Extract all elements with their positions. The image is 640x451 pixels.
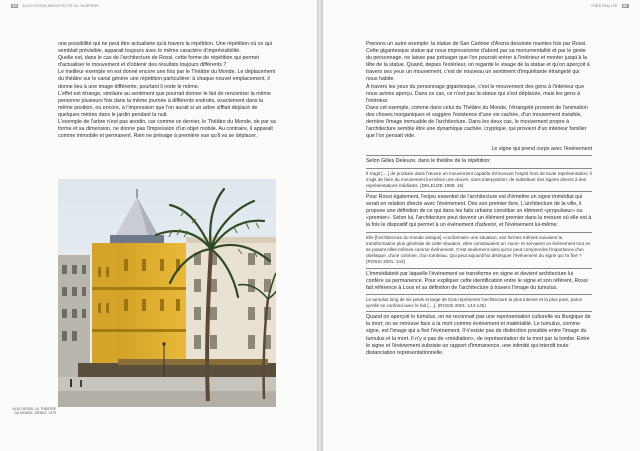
right-running-header <box>591 4 632 8</box>
right-paragraph: Dans cet exemple, comme dans celui du Théâtre du Monde, l'étrangeté provient de l'animation des choses inorganiques et suggère l'existence d'une vie cachée, d'un mouvement invisible, derrière l'image immuable de l'architecture. Dans les deux cas, le mouvement propre à l'architecture semble être une dynamique cachée, cryptique, qui provient d'un intérieur familier que l'on pensait vide. <box>366 104 588 140</box>
block-quote: Elle [l'architecture du monde antique] «conformait» une situation; ses formes mêmes suivaient la transformation plus générale de cette situation, elles constituaient un «tout» et servaient un événement tout en se posant elles-mêmes comme événement. C'est seulement ainsi qu'on peut comprendre l'importance d'un obélisque, d'une colonne, d'un tombeau. Qui peut aujourd'hui distinguer l'événement du signe qui l'a fixé ? (ROSSI 2001: 144) <box>366 234 591 265</box>
section-divider <box>366 155 592 156</box>
quote-divider <box>366 268 592 269</box>
left-paragraph: L'exemple de l'arbre n'est pas anodin, car comme ce dernier, le Théâtre du Monde, de par sa forme et sa dimension, ne donne pas l'impression d'un objet mobile. Au contraire, il apparait comme immobile et permanent. Rien ne présage à première vue qu'il va se déplacer. <box>58 119 276 140</box>
quote-divider <box>366 191 592 192</box>
right-paragraph: Pour Rossi également, l'enjeu essentiel de l'architecture est d'émettre un signe immédiat qui serait en relation directe avec l'événement. Dès son premier livre, L'architecture de la ville, il propose une définition de ce qui dans les faits urbains constitue un élément «propulseur» ou «premier». Selon lui, l'architecture peut devenir un élément premier dans la mesure où elle est à la fois le dispositif qui permet à un événement d'advenir, et l'événement lui-même: <box>366 194 592 229</box>
right-paragraph: Quand on aperçoit le tumulus, on ne reconnait pas une représentation culturelle ou liturgique de la mort; on se retrouve face à la mort comme événement et matérialité. Le tumulus, comme signe, est l'image qui a fixé l'événement. Il n'existe pas de distinction possible entre l'image du tumulus et la mort. Il n'y a pas de «médiation», de représentation de la mort par la tombe. Entre le signe et l'événement subsiste un rapport d'immanence, une intimité qui interdit toute distanciation représentationnelle. <box>366 314 591 356</box>
right-running-head-text: THÉÂTRALITÉ <box>590 4 618 8</box>
intro-line: Selon Gilles Deleuze, dans le théâtre de la répétition: <box>366 158 491 165</box>
left-running-header <box>8 4 99 8</box>
section-title: Le signe qui prend corps avec l'événement <box>491 146 592 153</box>
right-page <box>323 0 640 451</box>
left-body-text <box>58 41 276 140</box>
quote-divider <box>366 232 592 233</box>
left-paragraph: L'effet est étrange, similaire au sentiment que pourrait donner le fait de rencontrer la même personne plusieurs fois dans la même journée à différents endroits, exactement dans la même position, ou encore, à l'impression que l'on aurait si un arbre sifflait déplacé de quelques mètres dans le jardin pendant la nuit. <box>58 90 271 118</box>
left-page <box>0 0 317 451</box>
theatre-du-monde-photo <box>58 179 276 407</box>
left-paragraph: Quelle est, dans le cas de l'architecture de Rossi, cette forme de répétition qui permet d'actualiser le mouvement et d'obtenir des résultats toujours différents ? <box>58 55 259 69</box>
right-paragraph: À travers les yeux du personnage gigantesque, c'est le mouvement des gens à l'intérieur que nous avions aperçu. Dans ce cas, ce n'est pas la statue qui s'est déplacée, mais les gens à l'intérieur. <box>366 83 585 104</box>
right-paragraph: L'immédiateté par laquelle l'événement se transforme en signe et devient architecture lui confère sa permanence. Pour expliquer cette identification entre le signe et son référent, Rossi fait référence à Loos et sa définition de l'architecture à travers l'image du tumulus. <box>366 270 588 291</box>
right-paragraph: Prenons un autre exemple: la statue de San Carlone d'Arona dessinée maintes fois par Rossi. Cette gigantesque statue qui nous impressionne d'abord par sa monumentalité et par le geste du personnage, ne laisse pas présager que l'on pourrait entrer à l'intérieur et monter jusqu'à la tête de la statue. Quand, depuis l'extérieur, on regarde le visage de la statue et qu'on aperçoit à travers ses yeux un mouvement, c'est de nouveau un sentiment d'inquiétante étrangeté qui nous habite. <box>366 41 590 83</box>
quote-divider <box>366 311 592 312</box>
left-paragraph: une possibilité qui ne peut être actualisée qu'à travers la répétition. Une répétition où ce qui semblait prévisible, apparait toujours avec le même caractère d'imprévisibilité. <box>58 41 272 55</box>
block-quote: Le tumulus long de six pieds et large de trois représente l'architecture la plus intense et la plus pure, parce qu'elle se confond avec le fait [....]. (ROSSI 2001: 144-145) <box>366 296 583 309</box>
right-body-text <box>366 41 592 357</box>
quote-divider <box>366 294 592 295</box>
right-page-number: 89 <box>623 4 628 8</box>
left-paragraph: Le meilleur exemple en est donné encore une fois par le Théâtre du Monde. Le déplacement du théâtre sur le canal génère une répétition particulière: à chaque nouvel emplacement, il donne lieu à une image différente, pourtant il reste le même. <box>58 69 276 90</box>
block-quote: Il s'agit [....] de produire dans l'œuvre un mouvement capable d'émouvoir l'esprit hors de toute représentation; il s'agit de faire du mouvement lui-même une œuvre, sans interposition; de substituer des signes directs à des représentations médiates. (DELEUZE 1968: 16) <box>366 170 592 188</box>
quote-divider <box>366 168 592 169</box>
left-running-head-text: ALDO ROSSI ARCHITECTE DU SUSPENS <box>22 4 99 8</box>
left-page-number: 88 <box>12 4 17 8</box>
photo-caption: ALDO ROSSI, LE THÉÂTRE DU MONDE, GÊNES, 1979 <box>12 407 56 416</box>
